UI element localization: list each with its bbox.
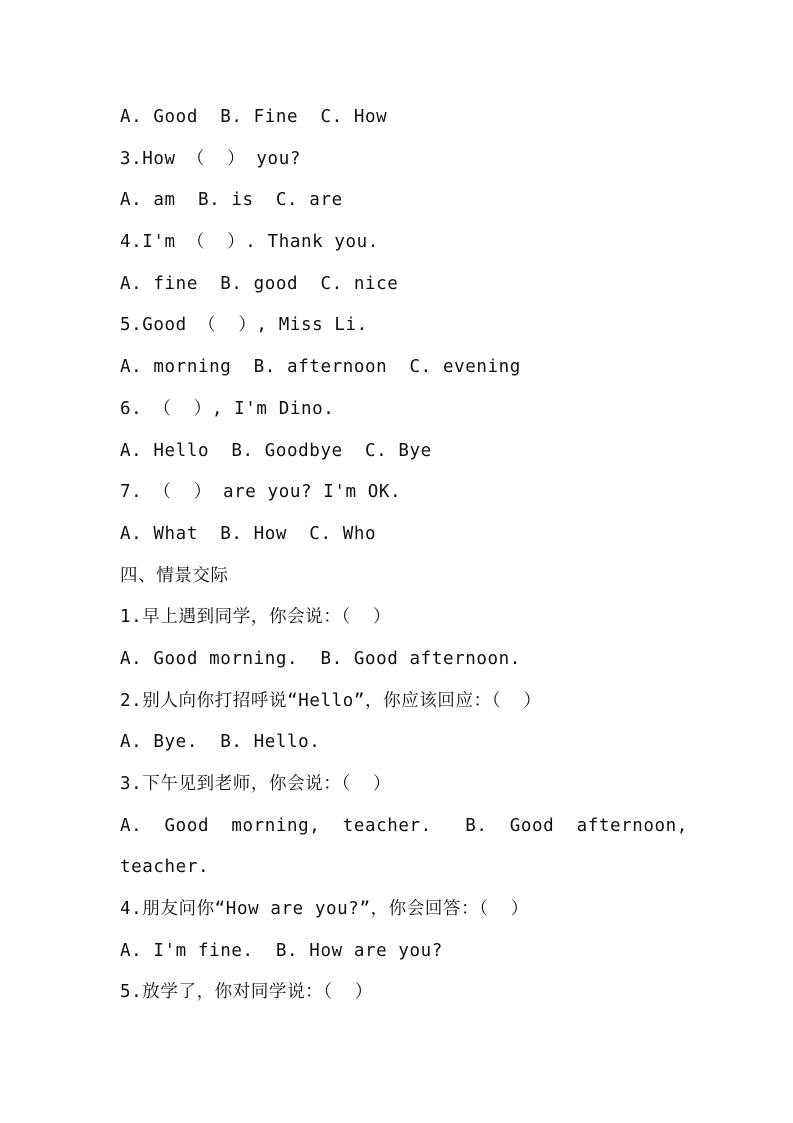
q2-options: A. Good B. Fine C. How: [120, 107, 388, 127]
section-heading: 四、情景交际: [120, 565, 229, 586]
q5-options: A. morning B. afternoon C. evening: [120, 357, 521, 378]
q5-question: 5.Good （ ）, Miss Li.: [120, 315, 368, 336]
worksheet-page: [120, 97, 688, 1014]
q3-question: 3.How （ ） you?: [120, 148, 301, 169]
situation-3-question: 3.下午见到老师，你会说：（ ）: [120, 774, 392, 794]
q4-options: A. fine B. good C. nice: [120, 273, 399, 294]
q7-question: 7. （ ） are you? I'm OK.: [120, 482, 402, 503]
q7-options: A. What B. How C. Who: [120, 523, 377, 544]
situation-2-options: A. Bye. B. Hello.: [120, 732, 321, 753]
q3-options: A. am B. is C. are: [120, 190, 343, 211]
q6-options: A. Hello B. Goodbye C. Bye: [120, 440, 432, 461]
situation-2-question: 2.别人向你打招呼说“Hello”，你应该回应：（ ）: [120, 690, 542, 711]
situation-4-options: A. I'm fine. B. How are you?: [120, 940, 443, 961]
situation-5-question: 5.放学了，你对同学说：（ ）: [120, 982, 373, 1003]
q6-question: 6. （ ）, I'm Dino.: [120, 398, 335, 419]
situation-4-question: 4.朋友问你“How are you?”，你会回答：（ ）: [120, 899, 529, 920]
situation-1-options: A. Good morning. B. Good afternoon.: [120, 648, 521, 669]
situation-3-options: A. Good morning, teacher. B. Good afternoon,: [120, 815, 688, 836]
situation-1-question: 1.早上遇到同学，你会说：（ ）: [120, 607, 392, 628]
situation-3-options-continued: teacher.: [120, 857, 210, 878]
q4-question: 4.I'm （ ）. Thank you.: [120, 232, 379, 253]
